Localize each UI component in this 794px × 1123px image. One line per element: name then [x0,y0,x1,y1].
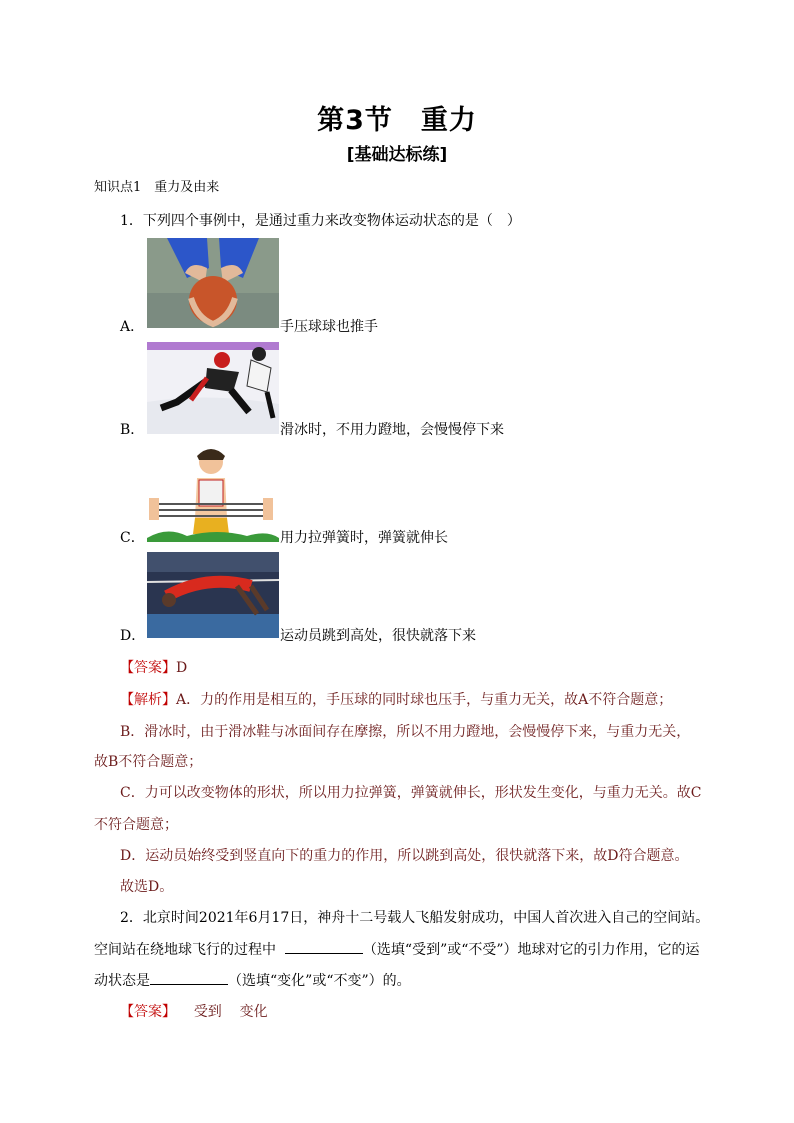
option-a-image [147,238,279,328]
question-2-text-d: （选填“变化”或“不变”）的。 [228,973,411,989]
answer-2-value-1: 受到 [193,1004,222,1020]
answer-value: D [176,660,188,676]
option-c-image [147,446,279,542]
option-b-text: 滑冰时，不用力蹬地，会慢慢停下来 [280,422,504,438]
page-subtitle: [基础达标练] [346,145,448,165]
option-d-text: 运动员跳到高处，很快就落下来 [280,628,476,644]
answer-tag: 【答案】 [120,660,176,676]
option-c-text: 用力拉弹簧时，弹簧就伸长 [280,530,448,546]
answer-2-value-2: 变化 [239,1004,268,1020]
analysis-text-a: A．力的作用是相互的，手压球的同时球也压手，与重力无关，故A不符合题意； [176,692,673,708]
question-2-text-b: （选填“受到”或“不受”）地球对它的引力作用，它的运 [362,942,700,958]
analysis-tag: 【解析】 [120,692,176,708]
question-2-text-c: 动状态是 [94,973,150,989]
option-c-label: C． [120,530,145,546]
analysis-line-2: B．滑冰时，由于滑冰鞋与冰面间存在摩擦，所以不用力蹬地，会慢慢停下来，与重力无关， [120,724,691,740]
answer-line-1 [120,657,187,677]
question-2-line-3 [94,970,411,990]
analysis-line-4: C．力可以改变物体的形状，所以用力拉弹簧，弹簧就伸长，形状发生变化，与重力无关。故C [120,785,702,801]
answer-tag-2: 【答案】 [120,1004,176,1020]
analysis-line-1 [120,689,672,709]
option-a-text: 手压球球也推手 [280,319,378,335]
analysis-line-5: 不符合题意； [94,817,178,833]
question-1-stem: 1．下列四个事例中，是通过重力来改变物体运动状态的是（ ） [120,213,521,229]
option-d-image [147,552,279,638]
analysis-line-7: 故选D。 [120,879,174,895]
option-b-label: B． [120,422,145,438]
knowledge-point-heading: 知识点1 重力及由来 [94,180,220,195]
option-a-label: A． [120,319,145,335]
question-2-answer [120,1001,268,1021]
option-b-image [147,342,279,434]
option-d-label: D． [120,628,146,644]
analysis-line-3: 故B不符合题意； [94,754,203,770]
blank-1[interactable] [285,939,363,954]
page-title: 第3节 重力 [317,105,477,136]
question-2-line-1: 2．北京时间2021年6月17日，神舟十二号载人飞船发射成功，中国人首次进入自己的空间站。 [120,910,710,926]
question-2-line-2 [94,939,700,959]
blank-2[interactable] [150,970,228,985]
question-2-text-a: 空间站在绕地球飞行的过程中 [94,942,276,958]
analysis-line-6: D．运动员始终受到竖直向下的重力的作用，所以跳到高处，很快就落下来，故D符合题意。 [120,848,689,864]
